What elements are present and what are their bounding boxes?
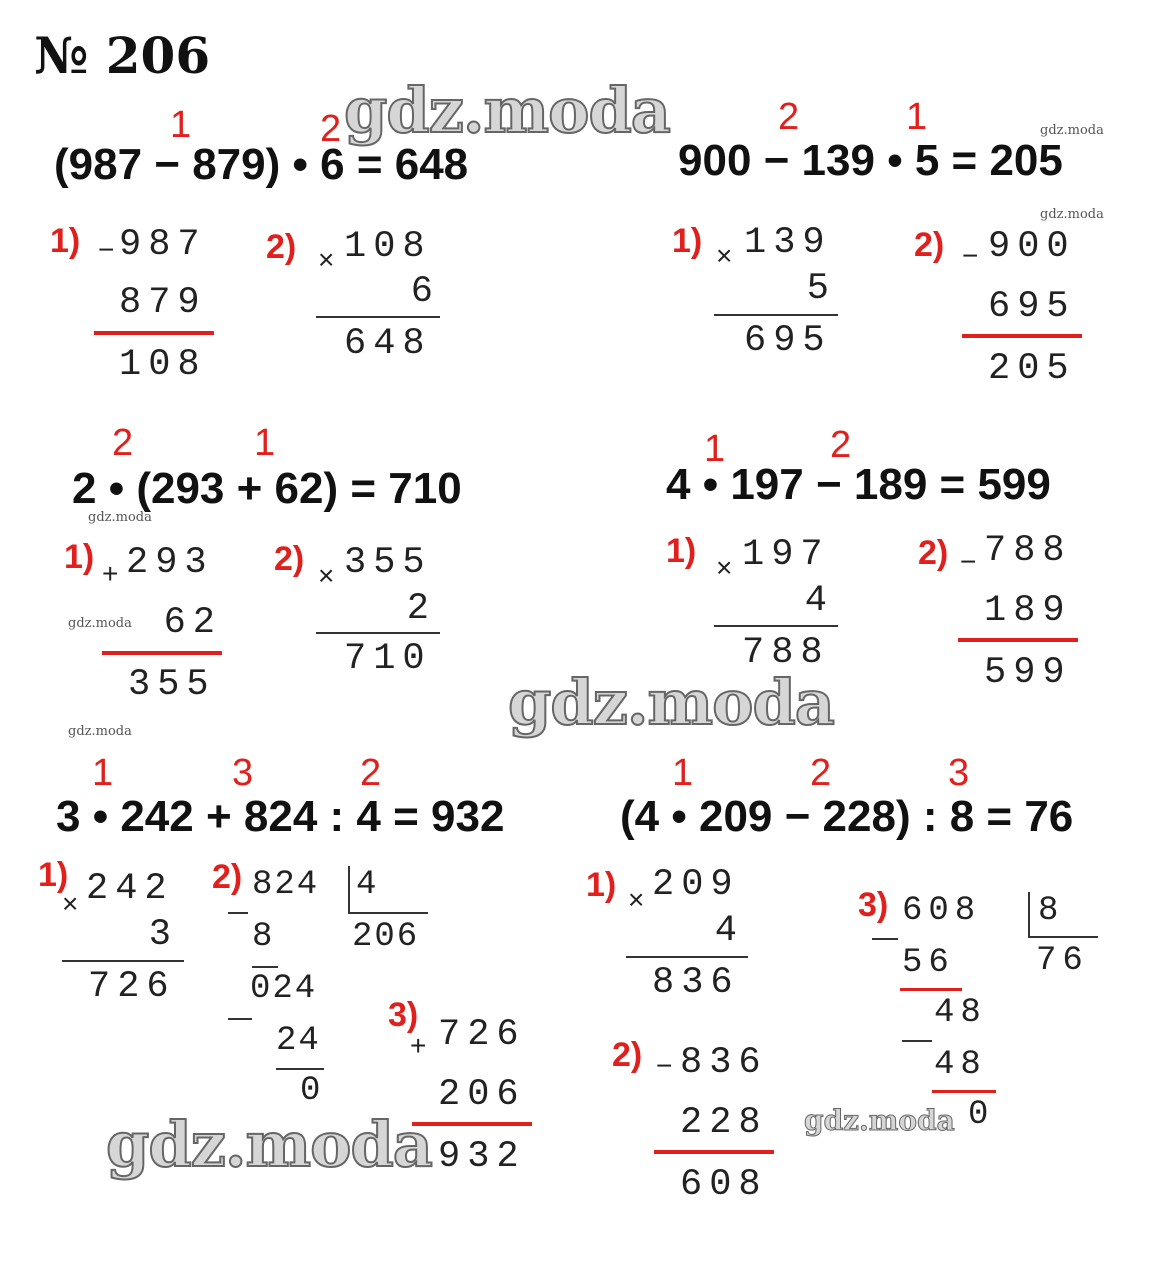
step-label: 3): [858, 886, 889, 924]
result-line: [958, 638, 1078, 642]
order-mark: 2: [810, 752, 832, 794]
division-line: [276, 1068, 324, 1070]
step-label: 2): [914, 226, 945, 264]
order-mark: 1: [672, 752, 694, 794]
result-line: [626, 956, 748, 958]
column-top: 139: [744, 222, 832, 264]
order-mark: 2: [830, 424, 852, 466]
operator-sign: −: [98, 234, 115, 265]
step-label: 2): [266, 228, 297, 266]
order-mark: 1: [906, 96, 928, 138]
column-result: 355: [128, 664, 216, 706]
watermark: gdz.moda: [508, 666, 834, 739]
column-result: 648: [344, 323, 432, 365]
page-title: № 206: [34, 26, 211, 85]
step-label: 1): [672, 222, 703, 260]
step-label: 2): [612, 1036, 643, 1074]
column-bottom: 2: [406, 588, 436, 630]
division-bracket: [348, 912, 428, 914]
column-top: 242: [86, 868, 174, 910]
watermark: gdz.moda: [68, 724, 132, 739]
column-top: 987: [119, 224, 207, 266]
column-top: 293: [126, 542, 214, 584]
problem-expression: 3 • 242 + 824 : 4 = 932: [56, 792, 505, 841]
result-line: [94, 331, 214, 335]
step-label: 1): [50, 222, 81, 260]
column-top: 197: [742, 534, 830, 576]
column-bottom: 695: [988, 286, 1076, 328]
minus-sign: [228, 1018, 252, 1020]
divisor: 8: [1038, 892, 1066, 930]
watermark: gdz.moda: [1040, 207, 1104, 222]
problem-expression: 900 − 139 • 5 = 205: [678, 136, 1063, 185]
column-result: 788: [742, 632, 830, 674]
column-top: 726: [438, 1014, 526, 1056]
column-result: 710: [344, 638, 432, 680]
order-mark: 2: [112, 422, 134, 464]
order-mark: 1: [170, 104, 192, 146]
problem-expression: (4 • 209 − 228) : 8 = 76: [620, 792, 1074, 841]
column-bottom: 206: [438, 1074, 526, 1116]
column-result: 932: [438, 1136, 526, 1178]
order-mark: 1: [704, 428, 726, 470]
column-top: 209: [652, 864, 740, 906]
column-top: 108: [344, 226, 432, 268]
result-line: [316, 316, 440, 318]
operator-sign: ×: [318, 560, 335, 591]
step-label: 2): [274, 540, 305, 578]
remainder: 48: [934, 994, 987, 1032]
operator-sign: −: [960, 546, 977, 577]
division-bracket: [1028, 936, 1098, 938]
problem-expression: 2 • (293 + 62) = 710: [72, 464, 462, 513]
column-result: 205: [988, 348, 1076, 390]
dividend: 608: [902, 892, 982, 930]
result-line: [962, 334, 1082, 338]
order-mark: 3: [232, 752, 254, 794]
column-bottom: 3: [148, 914, 178, 956]
column-result: 726: [88, 966, 176, 1008]
division-bracket: [1028, 892, 1030, 938]
result-line: [316, 632, 440, 634]
column-result: 695: [744, 320, 832, 362]
division-bracket: [348, 866, 350, 914]
result-line: [102, 651, 222, 655]
step-label: 2): [918, 534, 949, 572]
watermark: gdz.moda: [1040, 123, 1104, 138]
order-mark: 3: [948, 752, 970, 794]
remainder: 0: [300, 1072, 328, 1110]
column-result: 599: [984, 652, 1072, 694]
operator-sign: +: [410, 1030, 427, 1061]
column-top: 788: [984, 530, 1072, 572]
column-bottom: 879: [119, 282, 207, 324]
step-label: 2): [212, 858, 243, 896]
subtrahend: 56: [902, 944, 955, 982]
column-bottom: 5: [806, 268, 836, 310]
order-mark: 1: [254, 422, 276, 464]
watermark: gdz.moda: [344, 74, 670, 147]
column-top: 900: [988, 226, 1076, 268]
remainder: 0: [968, 1096, 996, 1134]
order-mark: 2: [320, 108, 342, 150]
dividend: 824: [252, 866, 320, 904]
column-bottom: 4: [714, 910, 744, 952]
column-bottom: 6: [410, 271, 440, 313]
result-line: [62, 960, 184, 962]
step-label: 1): [38, 856, 69, 894]
column-result: 608: [680, 1164, 768, 1206]
quotient: 76: [1036, 942, 1089, 980]
column-bottom: 189: [984, 590, 1072, 632]
quotient: 206: [352, 918, 420, 956]
operator-sign: ×: [628, 884, 645, 915]
step-label: 1): [64, 538, 95, 576]
column-bottom: 62: [163, 602, 222, 644]
problem-expression: (987 − 879) • 6 = 648: [54, 140, 469, 189]
column-top: 836: [680, 1042, 768, 1084]
column-bottom: 4: [804, 580, 834, 622]
remainder: 024: [250, 970, 318, 1008]
result-line: [654, 1150, 774, 1154]
operator-sign: −: [656, 1050, 673, 1081]
watermark: gdz.moda: [804, 1104, 955, 1137]
result-line: [714, 625, 838, 627]
operator-sign: +: [102, 558, 119, 589]
subtrahend: 48: [934, 1046, 987, 1084]
division-line: [252, 966, 278, 968]
division-line: [900, 988, 962, 991]
problem-expression: 4 • 197 − 189 = 599: [666, 460, 1051, 509]
column-result: 836: [652, 962, 740, 1004]
minus-sign: [228, 912, 248, 914]
minus-sign: [872, 938, 898, 940]
operator-sign: ×: [716, 240, 733, 271]
watermark: gdz.moda: [88, 510, 152, 525]
operator-sign: −: [962, 240, 979, 271]
division-line: [932, 1090, 996, 1093]
column-bottom: 228: [680, 1102, 768, 1144]
operator-sign: ×: [318, 244, 335, 275]
operator-sign: ×: [716, 552, 733, 583]
column-result: 108: [119, 344, 207, 386]
step-label: 3): [388, 996, 419, 1034]
result-line: [714, 314, 838, 316]
watermark: gdz.moda: [68, 616, 132, 631]
column-top: 355: [344, 542, 432, 584]
subtrahend: 24: [276, 1022, 321, 1060]
watermark: gdz.moda: [106, 1108, 432, 1181]
minus-sign: [902, 1040, 932, 1042]
order-mark: 2: [360, 752, 382, 794]
operator-sign: ×: [62, 888, 79, 919]
subtrahend: 8: [252, 918, 280, 956]
step-label: 1): [586, 866, 617, 904]
order-mark: 1: [92, 752, 114, 794]
order-mark: 2: [778, 96, 800, 138]
step-label: 1): [666, 532, 697, 570]
divisor: 4: [356, 866, 384, 904]
